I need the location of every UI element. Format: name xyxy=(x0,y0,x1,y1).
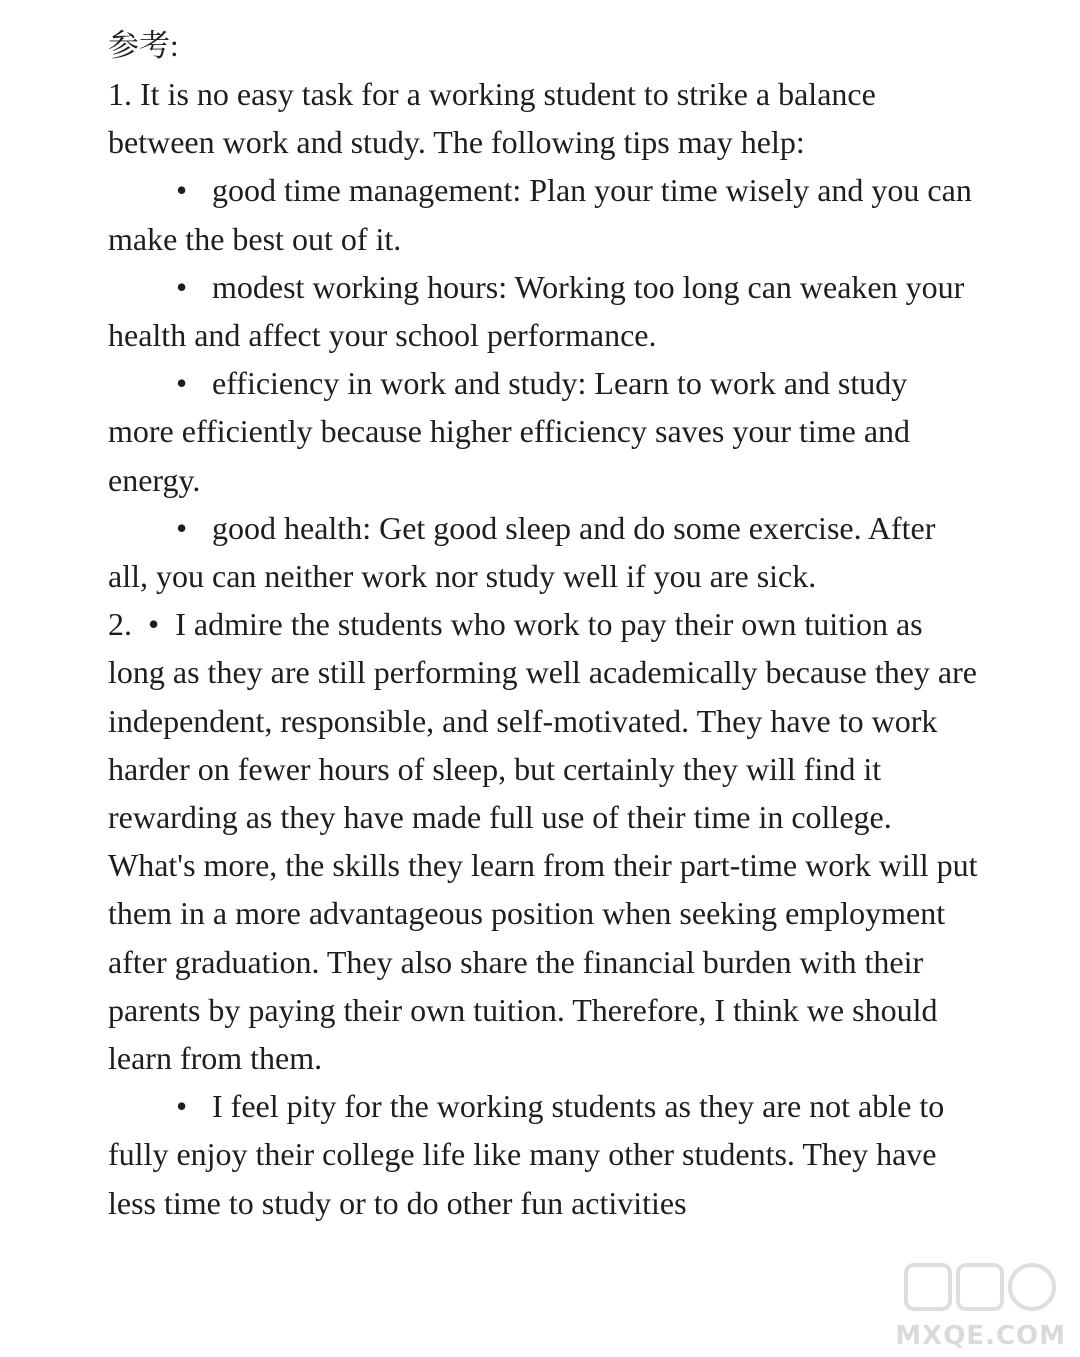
tip-item xyxy=(108,504,978,600)
section-2-number: 2. xyxy=(108,606,132,643)
tip-text: efficiency in work and study: Learn to work and study more efficiently because higher efficiency saves your time and energy. xyxy=(108,365,911,498)
bullet-icon: • xyxy=(148,606,160,643)
opinion-text: I feel pity for the working students as they are not able to fully enjoy their college life like many other students. They have less time to study or to do other fun activities xyxy=(108,1088,945,1221)
opinion-pity xyxy=(108,1082,978,1227)
section-1-intro xyxy=(108,70,978,166)
tip-text: modest working hours: Working too long can weaken your health and affect your school performance. xyxy=(108,268,965,354)
watermark-logo-icon xyxy=(876,1255,1066,1319)
tip-item xyxy=(108,166,978,262)
section-1-intro-text: It is no easy task for a working student to strike a balance between work and study. The following tips may help: xyxy=(108,76,876,161)
bullet-icon: • xyxy=(176,365,188,402)
tip-item xyxy=(108,359,978,504)
bullet-icon: • xyxy=(176,1088,188,1125)
section-1-number: 1. xyxy=(108,76,132,112)
opinion-admire xyxy=(108,600,978,1082)
bullet-icon: • xyxy=(176,509,188,546)
watermark-text: MXQE.COM xyxy=(895,1321,1066,1351)
bullet-icon: • xyxy=(176,268,188,305)
tip-text: good time management: Plan your time wisely and you can make the best out of it. xyxy=(108,172,972,257)
opinion-text: I admire the students who work to pay their own tuition as long as they are still performing well academically because they are independent, responsible, and self-motivated. They have to work harder on fewer hours of sleep, but certainly they will find it rewarding as they have made full use of their time in college. What's more, the skills they learn from their part-time work will put them in a more advantageous position when seeking employment after graduation. They also share the financial burden with their parents by paying their own tuition. Therefore, I think we should learn from them. xyxy=(108,606,978,1077)
bullet-icon: • xyxy=(176,172,188,209)
reference-heading: 参考: xyxy=(108,28,179,63)
tip-text: good health: Get good sleep and do some exercise. After all, you can neither work nor study well if you are sick. xyxy=(108,509,936,595)
tip-item xyxy=(108,263,978,359)
site-watermark xyxy=(876,1255,1066,1351)
answer-content xyxy=(108,22,978,1227)
